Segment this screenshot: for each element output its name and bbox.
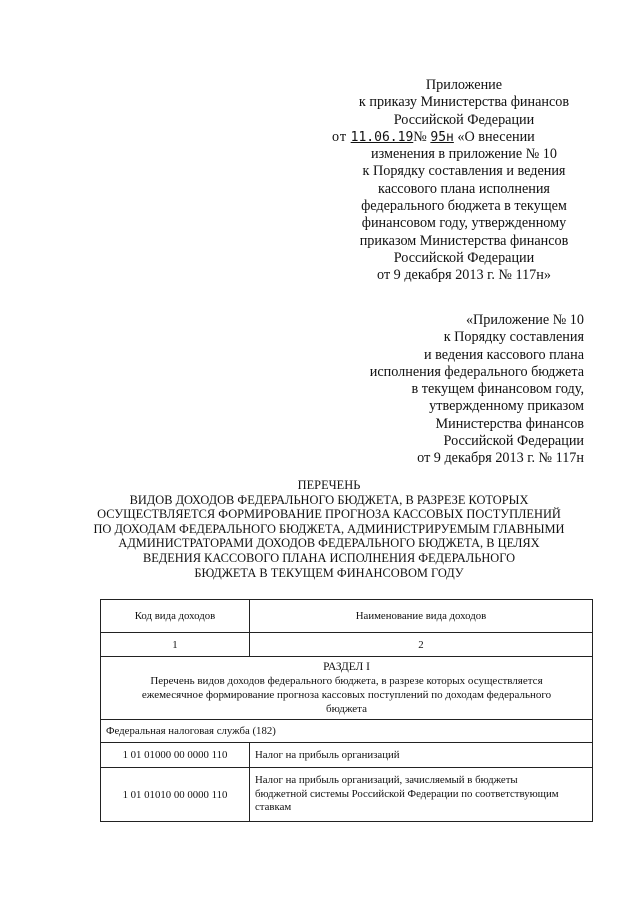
appendix-line: федерального бюджета в текущем	[361, 198, 567, 215]
appendix10-line: утвержденному приказом	[429, 398, 584, 415]
appendix-line: кассового плана исполнения	[378, 180, 550, 197]
ref-prefix: от	[332, 128, 348, 145]
order-reference-line	[330, 129, 598, 146]
appendix-line: к приказу Министерства финансов	[358, 94, 570, 111]
group-cell: Федеральная налоговая служба (182)	[101, 720, 593, 743]
code-cell: 1 01 01000 00 0000 110	[101, 743, 250, 768]
group-row	[101, 720, 593, 743]
table-header-row	[101, 600, 593, 633]
appendix10-line: к Порядку составления	[443, 329, 584, 346]
title-line: ПО ДОХОДАМ ФЕДЕРАЛЬНОГО БЮДЖЕТА, АДМИНИСТРИРУЕМЫМ ГЛАВНЫМИ	[93, 521, 565, 536]
section-line: ежемесячное формирование прогноза кассовых поступлений по доходам федерального	[141, 689, 552, 701]
name-line: бюджетной системы Российской Федерации по соответствующим	[255, 787, 559, 800]
title-line: ВЕДЕНИЯ КАССОВОГО ПЛАНА ИСПОЛНЕНИЯ ФЕДЕРАЛЬНОГО	[142, 550, 516, 565]
header-code: Код вида доходов	[101, 600, 250, 633]
header-name: Наименование вида доходов	[250, 600, 593, 633]
title-line: ВИДОВ ДОХОДОВ ФЕДЕРАЛЬНОГО БЮДЖЕТА, В РАЗРЕЗЕ КОТОРЫХ	[129, 492, 529, 507]
document-title	[90, 478, 568, 580]
table-row	[101, 768, 593, 822]
column-number: 2	[250, 633, 593, 657]
section-line: Перечень видов доходов федерального бюджета, в разрезе которых осуществляется	[150, 675, 543, 687]
appendix10-line: Министерства финансов	[435, 415, 584, 432]
appendix-line: Приложение	[425, 77, 503, 93]
appendix10-line: «Приложение № 10	[465, 312, 584, 328]
appendix10-line: и ведения кассового плана	[424, 346, 584, 363]
appendix10-header	[370, 312, 584, 468]
appendix-line: приказом Министерства финансов	[359, 232, 569, 249]
appendix-line: Российской Федерации	[393, 249, 535, 266]
section-title: РАЗДЕЛ I	[323, 661, 370, 673]
appendix-line: финансовом году, утвержденному	[361, 215, 567, 232]
income-types-table	[100, 599, 593, 822]
name-line: ставкам	[255, 801, 292, 814]
appendix-header	[330, 77, 598, 285]
title-line: БЮДЖЕТА В ТЕКУЩЕМ ФИНАНСОВОМ ГОДУ	[194, 565, 464, 580]
appendix10-line: Российской Федерации	[443, 433, 584, 450]
name-cell	[250, 768, 593, 822]
name-line: Налог на прибыль организаций, зачисляемый в бюджеты	[255, 774, 518, 787]
ref-suffix: «О внесении	[457, 128, 535, 145]
section-line: бюджета	[325, 703, 367, 715]
appendix10-line: в текущем финансовом году,	[411, 381, 584, 398]
name-cell: Налог на прибыль организаций	[250, 743, 593, 768]
appendix-line: к Порядку составления и ведения	[362, 163, 566, 180]
section-cell	[101, 657, 593, 720]
title-line: ОСУЩЕСТВЛЯЕТСЯ ФОРМИРОВАНИЕ ПРОГНОЗА КАССОВЫХ ПОСТУПЛЕНИЙ	[97, 507, 561, 522]
ref-number: 95н	[430, 129, 454, 145]
ref-date: 11.06.19	[350, 129, 414, 145]
appendix-line: изменения в приложение № 10	[371, 146, 557, 163]
code-cell: 1 01 01010 00 0000 110	[101, 768, 250, 822]
ref-no-sign: №	[413, 128, 427, 145]
appendix-line: от 9 декабря 2013 г. № 117н»	[377, 267, 551, 284]
appendix10-line: исполнения федерального бюджета	[369, 363, 584, 380]
column-number-row	[101, 633, 593, 657]
section-row	[101, 657, 593, 720]
column-number: 1	[101, 633, 250, 657]
title-line: ПЕРЕЧЕНЬ	[297, 478, 361, 492]
table-row	[101, 743, 593, 768]
appendix-line: Российской Федерации	[393, 111, 535, 128]
title-line: АДМИНИСТРАТОРАМИ ДОХОДОВ ФЕДЕРАЛЬНОГО БЮДЖЕТА, В ЦЕЛЯХ	[118, 536, 540, 551]
appendix10-line: от 9 декабря 2013 г. № 117н	[417, 450, 584, 467]
